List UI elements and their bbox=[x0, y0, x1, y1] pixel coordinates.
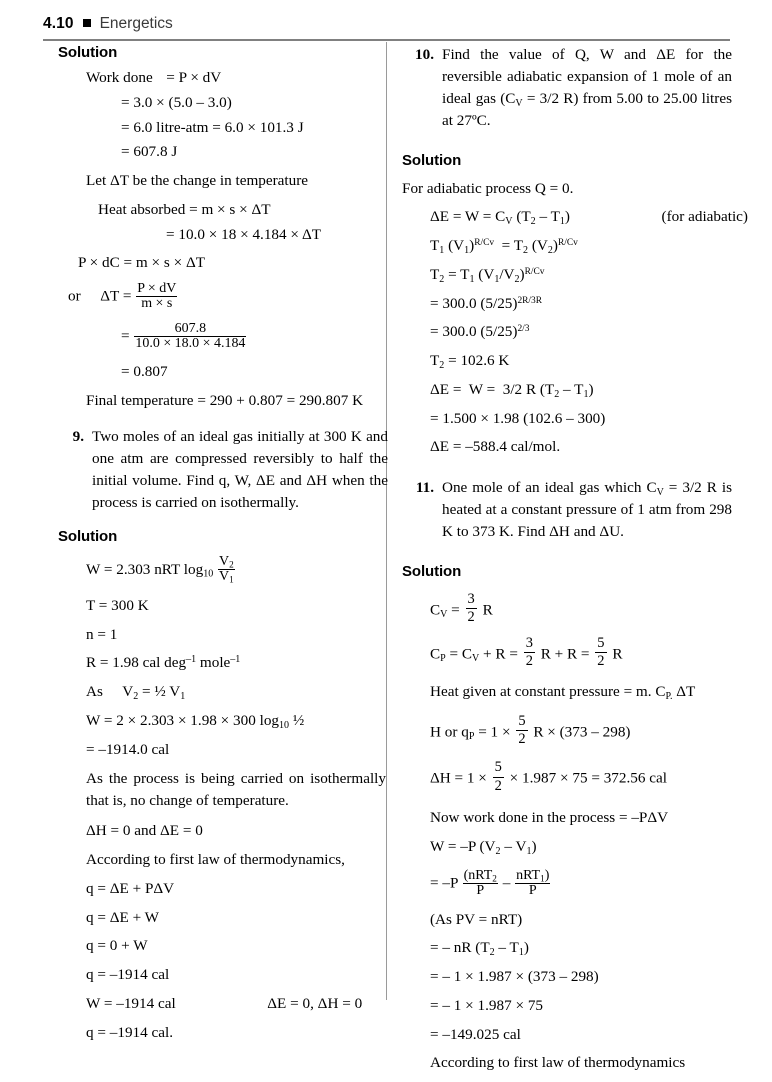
work-done-line: Work done = P × dV bbox=[86, 69, 222, 86]
volume-relation-line: As $V_2$ = ½ $V_1$ bbox=[86, 683, 186, 703]
solution-heading-9: Solution bbox=[58, 528, 118, 545]
five-halves-fraction-cp: $\frac{5}{2}$ bbox=[597, 634, 605, 670]
pdc-line: P × dC = m × s × ΔT bbox=[78, 254, 206, 272]
problem-10 bbox=[402, 44, 732, 132]
isothermal-note: As the process is being carried on isothermally that is, no change of temperature. bbox=[86, 770, 386, 810]
pdv-over-ms-fraction: $\frac{P \times dV}{m \times s}$ bbox=[137, 281, 177, 311]
heat-absorbed-line: Heat absorbed = m × s × ΔT bbox=[98, 200, 271, 218]
first-law-intro-11: According to first law of thermodynamics bbox=[430, 1054, 686, 1072]
work-result-line: = –1914.0 cal bbox=[86, 740, 170, 758]
temperature-value-line: T = 300 K bbox=[86, 596, 149, 614]
adiabatic-relation-line: $T_1$ $(V_1)^{R/Cv} = T_2$ $(V_2)^{R/Cv}$ bbox=[430, 237, 578, 256]
delta-e-result-line: ΔE = –588.4 cal/mol. bbox=[430, 438, 561, 456]
t2-result-line: $T_2 = 102.6$ K bbox=[430, 352, 510, 371]
delta-t-statement: Let ΔT be the change in temperature bbox=[86, 172, 309, 189]
delta-t-numeric-fraction-line: = $\frac{607.8}{10.0 \times 18.0 \times 4.184}$ bbox=[121, 320, 246, 351]
work-nr-line: = – nR $(T_2 - T_1)$ bbox=[430, 939, 529, 959]
q-final-line: q = –1914 cal. bbox=[86, 1023, 174, 1041]
work-done-intro-line: Now work done in the process = –PΔV bbox=[430, 809, 669, 827]
final-temperature-line: Final temperature = 290 + 0.807 = 290.807 K bbox=[86, 391, 364, 409]
five-halves-fraction-dh: $\frac{5}{2}$ bbox=[494, 758, 502, 794]
work-simplified-line-11: = – 1 × 1.987 × 75 bbox=[430, 996, 544, 1014]
pv-nrt-note-line: (As PV = nRT) bbox=[430, 910, 523, 928]
problem-9-number: 9. bbox=[72, 428, 84, 446]
cp-definition-line: $C_P = C_V + R$ = $\frac{3}{2}$ R + R = $\frac{5}{2}$ R bbox=[430, 634, 623, 670]
nrt2-over-p-fraction: (nRT$_2$ P bbox=[463, 867, 497, 898]
header-divider-rule bbox=[43, 39, 730, 41]
heat-absorbed-value: = 10.0 × 18 × 4.184 × ΔT bbox=[166, 225, 321, 243]
work-formula-line: W = –P $(V_2 - V_1)$ bbox=[430, 837, 537, 857]
work-log-equation: W = 2.303 nRT $\log_{10}$ $\frac{V_2}{V_1}$ bbox=[86, 554, 234, 585]
delta-t-result: = 0.807 bbox=[121, 362, 168, 380]
five-halves-fraction-qp: $\frac{5}{2}$ bbox=[518, 712, 526, 748]
solution-heading-11: Solution bbox=[402, 562, 462, 580]
delta-h-calculation-line: ΔH = 1 × $\frac{5}{2}$ × 1.987 × 75 = 372.56 cal bbox=[430, 758, 667, 794]
w-and-deltas-line: W = –1914 cal ΔE = 0, ΔH = 0 bbox=[86, 994, 363, 1012]
delta-e-adiabatic-line: $\Delta E = W = C_V$ $(T_2 - T_1)$ (for adiabatic) bbox=[430, 208, 748, 228]
cv-definition-line: $C_V$ = $\frac{3}{2}$ R bbox=[430, 590, 493, 626]
work-result-line-11: = –149.025 cal bbox=[430, 1025, 521, 1043]
dh-de-zero-line: ΔH = 0 and ΔE = 0 bbox=[86, 822, 203, 840]
work-substituted-line-11: = – 1 × 1.987 × (373 – 298) bbox=[430, 968, 599, 986]
chapter-title: Energetics bbox=[99, 15, 173, 32]
q-equation-3: q = 0 + W bbox=[86, 937, 148, 955]
t2-relation-line: $T_2 = T_1$ $(V_1/V_2)^{R/Cv}$ bbox=[430, 265, 545, 285]
three-halves-fraction-cv: $\frac{3}{2}$ bbox=[467, 590, 475, 626]
heat-given-line: Heat given at constant pressure = m. $C_{P.}$ ΔT bbox=[430, 683, 696, 702]
nrt1-over-p-fraction: nRT$_1$) P bbox=[516, 867, 550, 898]
problem-10-text: Find the value of Q, W and ΔE for the reversible adiabatic expansion of 1 mole of an ideal gas ($C_V = 3/2$ R) from 5.00 to 25.00 litres at 27ºC. bbox=[442, 46, 732, 129]
v2-over-v1-fraction: $\frac{V_2}{V_1}$ bbox=[219, 554, 234, 585]
three-halves-fraction-cp: $\frac{3}{2}$ bbox=[525, 634, 533, 670]
delta-e-substituted-line: = 1.500 × 1.98 (102.6 – 300) bbox=[430, 409, 606, 427]
t2-substituted-line-2: = 300.0 $(5/25)^{2/3}$ bbox=[430, 323, 530, 341]
problem-11-text: One mole of an ideal gas which $C_V = 3/2$ R is heated at a constant pressure of 1 atm from 298 K to 373 K. Find ΔH and ΔU. bbox=[442, 479, 732, 540]
filled-square-icon bbox=[83, 19, 91, 27]
problem-10-number: 10. bbox=[415, 46, 434, 63]
delta-e-formula-line: ΔE = W = 3/2 R $(T_2 - T_1)$ bbox=[430, 380, 594, 400]
moles-value-line: n = 1 bbox=[86, 625, 118, 643]
solution-heading-8: Solution bbox=[58, 44, 118, 61]
work-done-step-4: = 607.8 J bbox=[121, 143, 178, 161]
q-equation-4: q = –1914 cal bbox=[86, 966, 170, 983]
delta-t-fraction-line: or ΔT = $\frac{P \times dV}{m \times s}$ bbox=[68, 281, 177, 311]
problem-11-number: 11. bbox=[415, 479, 434, 497]
work-done-step-3: = 6.0 litre-atm = 6.0 × 101.3 J bbox=[121, 118, 304, 136]
h-or-qp-line: H or $q_P = 1$ × $\frac{5}{2}$ R × (373 – 298) bbox=[430, 712, 631, 748]
page-running-head bbox=[43, 16, 730, 40]
q-equation-1: q = ΔE + PΔV bbox=[86, 879, 175, 897]
left-column bbox=[58, 44, 388, 1051]
work-done-step-2: = 3.0 × (5.0 – 3.0) bbox=[121, 93, 232, 111]
first-law-intro-9: According to first law of thermodynamics, bbox=[86, 851, 345, 868]
t2-substituted-line-1: = 300.0 $(5/25)^{2R/3R}$ bbox=[430, 294, 543, 312]
q-equation-2: q = ΔE + W bbox=[86, 908, 160, 926]
problem-11 bbox=[402, 477, 732, 543]
gas-constant-line: R = 1.98 cal deg$^{-1}$ mole$^{-1}$ bbox=[86, 654, 241, 672]
right-column bbox=[402, 44, 748, 1082]
problem-9-text: Two moles of an ideal gas initially at 300 K and one atm are compressed reversibly to half the initial volume. Find q, W, ΔE and ΔH when the process is carried on isothermally. bbox=[92, 428, 388, 512]
work-substituted-line: W = 2 × 2.303 × 1.98 × 300 $\log_{10}$ ½ bbox=[86, 711, 305, 731]
numeric-fraction: $\frac{607.8}{10.0 \times 18.0 \times 4.184}$ bbox=[135, 320, 246, 351]
chapter-section-number: 4.10 bbox=[43, 15, 74, 32]
solution-heading-10: Solution bbox=[402, 151, 462, 169]
work-nrt-fraction-line: = –P (nRT$_2$ P – nRT$_1$) P bbox=[430, 867, 550, 898]
adiabatic-q-zero-line: For adiabatic process Q = 0. bbox=[402, 179, 574, 197]
problem-9 bbox=[58, 426, 388, 514]
